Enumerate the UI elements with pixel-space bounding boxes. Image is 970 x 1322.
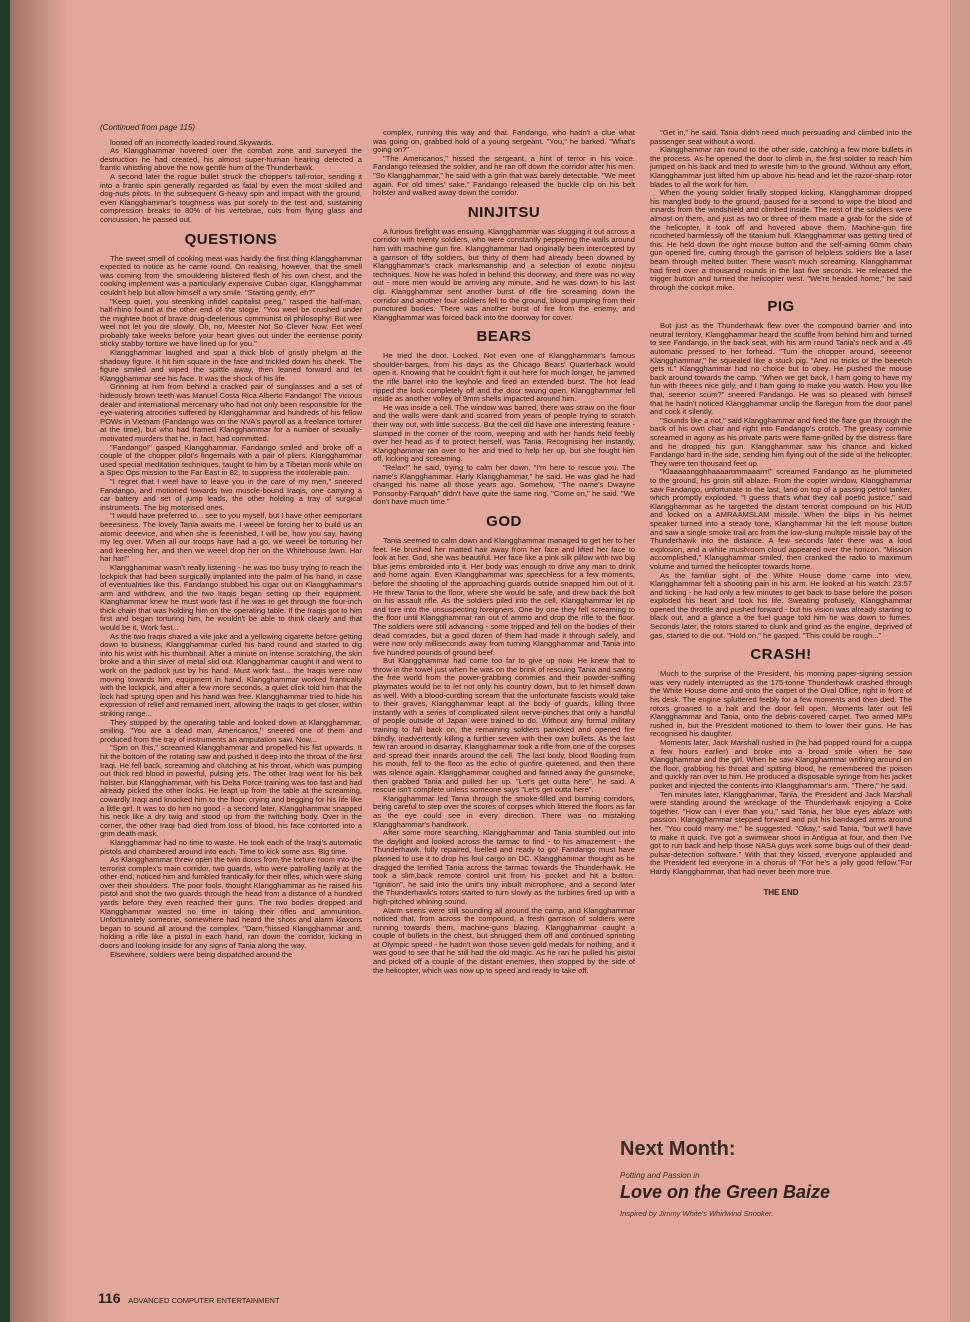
heading-pig: PIG	[767, 298, 795, 316]
paragraph: After some more searching, Klangghammar and Tania stumbled out into the daylight and looked across the tarmac to find - to his amazement - the Thunderhawk, fully repaired, fuelled and ready to go! Fandango must have planned to use it to drop his foul cargo on DC. Klangghammar thought as he dragged the terrified Tania across the tarmac towards the Thunderhawk. He took a slim,back remote control unit from his pocket and hit a button. "Ignition", he said into the unit's tiny inbuilt microphone, and a second later the Thunderhawk's rotors started to turn slowly as the turbines fired up with a high-pitched whining sound.	[373, 828, 635, 906]
paragraph: He was inside a cell. The window was barred, there was straw on the floor and the walls were dank and scarred from years of people trying to scratch their way out, with little success. But the cell did have one interesting feature - slumped in the corner of the room, weeping and with her hands held feebly over her head as if to protect herself, was Tania. Recognising her instantly, Klangghammar ran over to her and tried to help her up, but she fought him off, kicking and screaming.	[373, 402, 635, 464]
paragraph: Klangghammar ran round to the other side, catching a few more bullets in the process. As he opened the door to climb in, the first soldier to reach him jumped on his back and tried to wrestle him to the ground. Without any effort, Klangghammar just lifted him up above his head and let the razor-sharp rotor blades to all the work for him.	[650, 145, 912, 189]
next-month-heading: Next Month:	[620, 1138, 736, 1160]
magazine-name: ADVANCED COMPUTER ENTERTAINMENT	[128, 1296, 280, 1305]
paragraph: "Klaaaaangghhaaaammmaaarrr!" screamed Fandango as he plummeted to the ground, his groin still ablaze. From the copter window, Klangghammar saw Fandango, unfortunate to the last, land on top of a passing petrol tanker, which promptly exploded. "I guess that's what they call poetic justice," said Klangghammar as he targetted the distant terrorist compound on his HUD and locked on a AMRAAMSLAM missile. When the blips in his helmet speaker turned into a steady tone, Klanghammar hit the left mouse button and saw a single smoke trail arc from the low-slung multiple missile bay of the Thunderhawk into the distance. A few seconds later there was a loud explosion, and a white mushroom cloud appeared over the horizon. "Mission accomplished," Klangghammar smiled, then cranked the radio to maximum volume and turned the helicopter towards home.	[650, 467, 912, 571]
paragraph: "Sounds like a riot," said Klangghammar and fired the flare gun through the back of his own chair and right into Fandango's crotch. The greasy commie screamed in agony as his private parts were flame-grilled by the distress flare and he dropped his gun. Klangghammar saw his chance and kicked Fandango hard in the side, sending him flying out of the side of the helicopter. They were ten thousand feet up.	[650, 415, 912, 468]
col1-paras	[100, 139, 362, 225]
col2-paras4	[373, 537, 635, 975]
col2-paras	[373, 129, 635, 198]
page-spine	[0, 0, 10, 1322]
adjacent-page-edge	[950, 0, 970, 1322]
paragraph: A furious firefight was ensuing. Klangghammar was slugging it out across a corridor with twenty soldiers, who were constantly peppering the walls around him with machine gun fire. Klangghammar had originally been intercepted by a garrison of fifty soldiers, but thirty of them had already been downed by Klangghammar's crack marksmanship and a selection of exotic ninjitsu techniques. Now he was holed in behind this doorway, and there was no way out - more men would be arriving any minute, and he was down to his last clip. Klangghammar sent another burst of rifle fire screaming down the corridor and another four soldiers fell to the ground, blood pumping from their punctured bodies. There was another burst of fire from the enemy, and Klangghammar was forced back into the doorway for cover.	[373, 226, 635, 322]
paragraph: As Klangghammar threw open the twin doors from the torture room into the terrorist complex's main corridor, two guards, who were patrolling lazily at the other end, noticed him and fumbled frantically for their rifles, which were slung over their shoulders. The poor fools, thought Klangghammar as he raised his pistol and shot the two guards through the head from a distance of a hundred yards before they even reached their guns. The two bodies dropped and Klangghammar wasted no time in taking their rifles and ammunition. Unfortunately someone, somewhere had heard the shots and alarm klaxons began to sound all around the complex. "Darn,"hissed Klangghammar and, holding a rifle like a pistol in each hand, ran down the corridor, kicking in doors and looking inside for any signs of Tania along the way.	[100, 855, 362, 951]
paragraph: But Klangghammar had come too far to give up now. He knew that to throw in the towel just when he was on the brink of rescuing Tania and saving the free world from the power-grabbing commies and their powder-sniffing playmates would be to let not only his country down, but to let himself down as well. With a blood-curdling scream that the unfortunate fascists would take to their graves, Klangghammar leapt at the body of guards, killing three instantly with a series of complicated silent nerve-pinches that only a handful of people outside of Japan were trained to do. Without any formal military training to fall back on, the remaining soldiers panicked and opened fire blindly, inadvertently killing a further seven with their own bullets. As the last few ran around in disarray, Klangghammar took a rifle from one of the corpses and spread their innards around the cell. The last body, blood flooding from his mouth, fell to the floor as the echo of gunfire quietened, and then there was silence again. Klangghammar coughed and fanned away the gunsmoke, then grabbed Tania and pulled her up. "Let's get outta here", he said. A rescue isn't complete unless someone says "Let's get outta here".	[373, 656, 635, 795]
paragraph: The sweet smell of cooking meat was hardly the first thing Klangghammar expected to notice as he came round. On realising, however, that the smell was coming from the smouldering blistered flesh of his own chest, and the cooking implement was a particularly expensive Cuban cigar, Klangghammar couldn't help but allow himself a wry smile. "Starting gently, eh?"	[100, 253, 362, 297]
paragraph: Ten minutes later, Klangghammar, Tania, the President and Jack Marshall were standing around the wreckage of the Thunderhawk enjoying a Coke together. "How can I ever than you," said Tania, her blue eyes ablaze with passion. Klangghammar stepped forward and put his bandaged arms around her. "You could marry me," he suggested. "Okay," said Tania, "but we'll have to make it quick. I've got a swimwear shoot in Antigua at four, and then I've got to run back and help those NASA guys work some bugs out of their dead-pulsar-detection software." With that they kissed, everyone applauded and the President led everyone in a chorus of "For he's a jolly good fellow."For Hardy Klangghammar, that had never been more true.	[650, 789, 912, 876]
next-month-inspired: Inspired by Jimmy White's Whirlwind Snooker.	[620, 1209, 774, 1218]
heading-crash: CRASH!	[750, 646, 812, 664]
page-footer	[98, 1290, 280, 1306]
next-month-kicker: Potting and Passion in	[620, 1171, 700, 1180]
col2-paras2	[373, 228, 635, 323]
paragraph: loosed off an incorrectly loaded round.Skywards.	[110, 137, 274, 147]
paragraph: Much to the surprise of the President, his morning paper-signing session was very rudely interrupted as the 175-tonne Thunderhawk crashed through the White House dome and onto the carpet of the Oval Office, right in front of his desk. The engine spluttered feebly for a few moments and then died. The rotors groaned to a halt and the door fell open. Moments later out fell Klangghammar and Tania, onto the debris-covered carpet. Two armed MPs rushed in, but the President motioned to them to lower their guns. He has recognised his daughter.	[650, 669, 912, 739]
paragraph: Klangghammar had no time to waste. He took each of the Iraqi's automatic pistols and chambered around into each. Time to kick some ass. Big time.	[100, 837, 362, 856]
paragraph: They stopped by the operating table and looked down at Klangghammar, smiling. "You are a dead man, Americanos," sneered one of them and produced from the tray of instruments an amputation saw. Now...	[100, 717, 362, 744]
paragraph: "Fandango!" gasped Klangghammar. Fandango smiled and broke off a couple of the chopper pilot's fingernails with a pair of pliers. Klangghammar used special meditation techniques, taught to him by a Tibetan monk while on a Spec Ops mission to the Far East in 82, to suppress the intolerable pain.	[100, 442, 362, 478]
paragraph: As Klangghammar hovered over the combat zone and surveyed the destruction he had created, his almost super-human hearing detected a frantic whistling above the now gentle hum of the Thunderhawk.	[100, 146, 362, 173]
paragraph: He tried the door. Locked. Not even one of Klangghammar's famous shoulder-barges, from his days as the Chicago Bears' Quarterback would open it. Knowing that he couldn't fight it out here for much longer, he jammed the rifle barrel into the keyhole and fired an extended burst. The hot lead ripped the lock completely off and the door swung open. Klangghammar fell inside as another volley of 9mm shells impacted around him.	[373, 351, 635, 404]
paragraph: Grinning at him from behind a cracked pair of sunglasses and a set of hideously brown teeth was Manuel Costa Rica Alberto Fandango! The vicious dealer and international mercenary who had not only been responsible for the eye-watering atrocities suffered by Klangghammar and hundreds of his fellow POWs in Vietnam (Fandango was on the NVA's payroll as a freelance torturer at the time), but who had framed Klangghammar for a number of sexually-motivated murders that he, in fact, had committed.	[100, 382, 362, 443]
paragraph: Klangghammar led Tania through the smoke-filled and burning corridors, being careful to step over the scores of corpses which littered the floors as far as the eye could see in every direction. There was no mistaking Klangghammar's handiwork.	[373, 793, 635, 829]
paragraph: complex, running this way and that. Fandango, who hadn't a clue what was going on, grabbed hold of a young sergeant. "You," he barked. "What's going on?"	[373, 128, 635, 155]
column-2	[373, 129, 635, 975]
column-1	[100, 120, 362, 959]
paragraph: "The Americanos," hissed the sergeant, a hint of terror in his voice. Fandango released the soldier, and he ran off down the corridor after his men. "So Klangghammar," he said with a grin that was barely detectable. "We meet again. For old times' sake." Fandango released the buckle clip on his belt holster and walked away down the corridor.	[373, 153, 636, 198]
col3-paras3	[650, 670, 912, 876]
paragraph: Alarm sirens were still sounding all around the camp, and Klangghammar noticed that, from across the compound, a fresh garrison of soldiers were running towards them, machine-guns blazing. Klangghammar caught a couple of bullets in the chest, but shrugged them off and continued sprinting at Olympic speed - he hadn't won those seven gold medals for nothing, and it was good to see that he still had the old magic. As he ran he pulled his pistol and picked off a couple of the distant enemies, then stopped by the side of the helicopter, which was now up to speed and ready to take off.	[373, 905, 635, 975]
heading-bears: BEARS	[476, 328, 532, 346]
paragraph: As the two Iraqis shared a vile joke and a yellowing cigarette before getting down to business, Klangghammar curled his hand round and started to dig into his wrist with his thumbnail. After a minute on intense scratching, the skin broke and a thin sliver of metal slid out. Klangghammar caught it and went to work on the padlock just by his hand. Must work fast... the Iraqis were now moving towards him, equipment in hand. Klangghammar worked frantically with the lockpick, and after a few more seconds, a quiet click told him that the lock had sprung open and his hand was free. Klangghammar tried to hide his expression of relief and remained inert, allowing the Iraqis to get closer, within striking range...	[100, 631, 362, 718]
paragraph: Moments later, Jack Marshall rushed in (he had popped round for a cuppa a few hours earlier) and broke into a broad smile when he saw Klangghammar and the girl. When he saw Klangghammar writhing around on the floor, grabbing his throat and spitting blood, he remembered the poison and quickly ran over to him. He produced a disposable syringe from his jacket pocket and injected the contents into Klangghammar's arm. "There," he said.	[650, 738, 912, 790]
paragraph: Tania seemed to calm down and Klangghammar managed to get her to her feet. He brushed her matted hair away from her face and lifted her face to look at her. God, she was beautiful. Her face like a pink silk pillow with two big blue jems embroided into it. Her body was enough to drive any man to drink and home again. Even Klangghammar was speechless for a few moments, before the shooting of the approaching guards outside snapped him out of it. He threw Tania to the floor, where she would be safe, and drew back the bolt on his assault rifle. As the soldiers piled into the cell, Klangghammar let rip and tore into the unsuspecting foreigners. One by one they fell screaming to the floor until Klangghammar ran out of ammo and drop the rifle to the floor. The soldiers were still advancing - some tripped and fell on the bodies of their dead comrades, but a good dozen of them had made it through safely, and were now only milliseconds away from turning Klangghammar and Tania into five hundred pounds of ground beef.	[373, 535, 636, 657]
page-number: 116	[98, 1290, 121, 1306]
paragraph: As the familiar sight of the White House dome came into view, Klangghammar felt a shooting pain in his arm. He looked at his watch: 23:57 and ticking - he had only a few minutes to get back to base before the poison exploded his heart and took his life. Sweating profusely, Klangghammar opened the throttle and pushed forward - but his vision was already starting to black out, and a glance a the fuel guage told him he was down to fumes. Seconds later, the rotors started to clunk and grind as the engine, deprived of gas, started to die out. "Hold on," he gasped. "This could be rough..."	[650, 570, 912, 640]
col3-paras	[650, 129, 912, 292]
paragraph: Elsewhere, soldiers were being dispatched around the	[110, 949, 293, 959]
next-month-title: Love on the Green Baize	[620, 1182, 831, 1202]
col2-paras3	[373, 352, 635, 507]
next-month-box	[620, 1138, 920, 1218]
paragraph: But just as the Thunderhawk flew over the compound barrier and into neutral territory, Klangghammar heard the scuffle from behind him and turned to see Fandango, in the back seat, with his arm round Tania's neck and a .45 automatic pressed to her forhead. "Turn the chopper around, seeeenor Klangghammar," he squealed like a stuck pig. "And no tricks or the beeetch gets it." Klangghammar had no choice but to obey. He pushed the mouse back around towards the camp. "When we get back, I ham going to have my fun with theees nice girly, and I ham going to make you watch. How you like that, seeenor scum?" sneered Fandango. He was so pleased with himself that he hadn't noticed Klangghammar unclip the flaregun from the door panel and cock it silently.	[650, 321, 912, 417]
heading-questions: QUESTIONS	[184, 230, 278, 248]
heading-god: GOD	[486, 512, 522, 530]
paragraph: When the young soldier finally stopped kicking, Klangghammar dropped his mangled body to the ground, paused for a second to wipe the blood and innards from the windshield and climbed inside. The rest of the soldiers were almost on them, and just as two or three of them made a grab for the side of the helicopter, it took off and hovered above them. Machine-gun fire ricocheted harmlessly off the titanium hull. Klangghammar was getting tired of this. He held down the right mouse button and the self-aiming 60mm chain gun opened fire, cutting through the garrison of helpless soldiers like a laser beam through melted butter. There wasn't much screaming. Klangghammar had fired over a thousand rounds in the last five seconds. He released the trigger button and turned the helicopter west. "We're headed home," he said through the cockpit mike.	[650, 188, 912, 292]
paragraph: "Keep quiet, you steenking infidel capitalist peeg," rasped the half-man, half-rhino found at the other end of the stogie. "You weel be crushed under the mightee boot of brave drug-deelerious communist oil philosophy! But wee weel not let you die slowly. Oh, no, Meester Not So Clever Now. Eet weel probably take weeks before your heart gives out under the eentense pointy sticky stabby torture we have lined up for you."	[100, 296, 362, 349]
col3-paras2	[650, 322, 912, 640]
paragraph: "Relax!" he said, trying to calm her down. "I'm here to rescue you. The name's Klangghammar. Harly Klangghammar," he said. He was glad he had changed his name all those years ago. Somehow, "The name's Dwayne Ponsonby-Farquah" didn't have quite the same ring. "Come on," he said. "We don't have much time."	[373, 463, 635, 507]
column-3	[650, 129, 912, 897]
heading-ninjitsu: NINJITSU	[467, 203, 541, 221]
the-end: THE END	[763, 887, 799, 897]
paragraph: "I regret that I weel have to leave you in the care of my men," sneered Fandango, and motioned towards two muscle-bound Iraqis, one carrying a car battery and set of jump leads, the other holding a tray of surgical instruments. The big motorised ones.	[100, 476, 362, 512]
paragraph: Klangghammar laughed and spat a thick blob of gristly phelgm at the shadowy figure. It hit him square in the face and trickled down his cheek. The figure smiled and wiped the spittle away, then leaned forward and let Klangghammar see his face. It was the shock of his life.	[100, 348, 362, 383]
paragraph: Klangghammar wasn't really listening - he was too busy trying to reach the lockpick that had been surgically implanted into the palm of his hand, in case of eventualities like this. Fandango stubbed his cigar out on Klangghammar's arm and withdrew, and the two Iraqis began setting up their equipment. Klanghammar knew he must work fast if he was to get through the four-inch thick chain that was holding him on the operating table. If the Iraqis got to him first and began torturing him, he wouldn't be able to think clearly and that would be it. Work fast...	[100, 562, 362, 633]
col1-paras2	[100, 255, 362, 960]
paragraph: "Get in," he said. Tania didn't need much persuading and climbed into the passenger seat without a word.	[650, 128, 912, 146]
paragraph: A second later the rogue bullet struck the chopper's tail-rotor, sending it into a frantic spin generally regarded as fatal by even the most skilled and dog-nuts pilots. In the subsequent G-heavy spin and impact with the ground, even Klangghammar's toughness was put sorely to the test and, sustaining compression breaks to 80% of his vertebrae, cuts from flying glass and concussion, he passed out.	[100, 171, 362, 224]
paragraph: "Spin on this," screamed Klangghammar and propelled his fist upwards. It hit the bottom of the rotating saw and pushed it deep into the throat of the first Iraqi. He fell back, screaming and clutching at his throat, which was pumping out thick red blood in powerful, pulsing jets. The other Iraqi went for his belt holster, but Klangghammar, with his Delta Force training was too fast and had already picked the other locks. He leapt up from the table at the screaming, cowardly Iraqi and knocked him to the floor, crying and begging for his life like a little girl. It was to do him no good - a second later, Klangghammar snapped his neck like a dry twig and stood up from the twitching body. Over in the corner, the other Iraqi had died from loss of blood, his face contorted into a grim death mask.	[100, 743, 362, 839]
paragraph: "I would have preferred to... see to you myself, but I have other eemportant beeesiness. The lovely Tania awaits me. I weeel be forcing her to build us an atomic deeevice, and when she is feeenished, I will be, how you say, having my leg over. When all our troops have had a go, we weeel be torturing her and keeeling her, and then we weeel drop her on the Whitehouse lawn. Har har har!"	[100, 511, 362, 564]
continued-note: (Continued from page 115)	[100, 123, 196, 132]
